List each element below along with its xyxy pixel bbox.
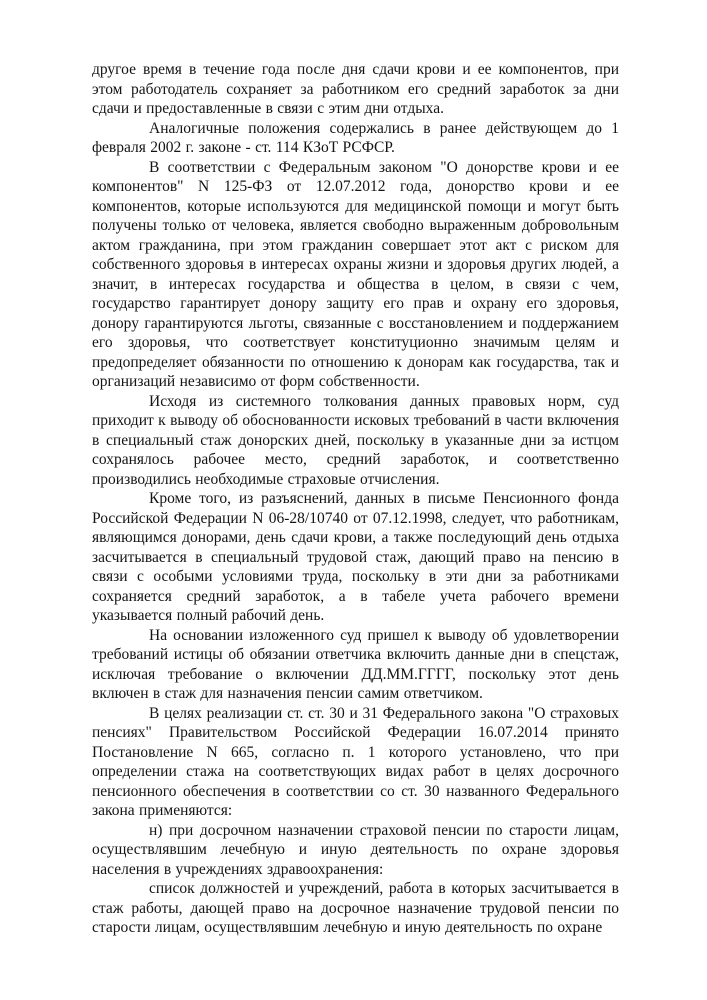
paragraph: В соответствии с Федеральным законом "О донорстве крови и ее компонентов" N 125-ФЗ от 12.07.2012 года, донорство крови и ее компонентов, которые используются для медицинской помощи и могут быть получены только от человека, является свободно выраженным добровольным актом гражданина, при этом гражданин совершает этот акт с риском для собственного здоровья в интересах охраны жизни и здоровья других людей, а значит, в интересах государства и общества в целом, в связи с чем, государство гарантирует донору защиту его прав и охрану его здоровья, донору гарантируются льготы, связанные с восстановлением и поддержанием его здоровья, что соответствует конституционно значимым целям и предопределяет обязанности по отношению к донорам как государства, так и организаций независимо от форм собственности. bbox=[92, 158, 619, 390]
paragraph: Исходя из системного толкования данных правовых норм, суд приходит к выводу об обоснованности исковых требований в части включения в специальный стаж донорских дней, поскольку в указанные дни за истцом сохранялось рабочее место, средний заработок, и соответственно производились необходимые страховые отчисления. bbox=[92, 392, 619, 488]
paragraph-continuation: другое время в течение года после дня сдачи крови и ее компонентов, при этом работодатель сохраняет за работником его средний заработок за дни сдачи и предоставленные в связи с этим дни отдыха. bbox=[92, 61, 619, 117]
paragraph: В целях реализации ст. ст. 30 и 31 Федерального закона "О страховых пенсиях" Правительством Российской Федерации 16.07.2014 принято Постановление N 665, согласно п. 1 которого установлено, что при определении стажа на соответствующих видах работ в целях досрочного пенсионного обеспечения в соответствии со ст. 30 названного Федерального закона применяются: bbox=[92, 704, 619, 819]
paragraph: список должностей и учреждений, работа в которых засчитывается в стаж работы, дающей право на досрочное назначение трудовой пенсии по старости лицам, осуществлявшим лечебную и иную деятельность по охране bbox=[92, 880, 619, 936]
document-text-block bbox=[92, 60, 619, 938]
paragraph: Кроме того, из разъяснений, данных в письме Пенсионного фонда Российской Федерации N 06-28/10740 от 07.12.1998, следует, что работникам, являющимся донорами, день сдачи крови, а также последующий день отдыха засчитывается в специальный трудовой стаж, дающий право на пенсию в связи с особыми условиями труда, поскольку в эти дни за работниками сохраняется средний заработок, а в табеле учета рабочего времени указывается полный рабочий день. bbox=[92, 490, 619, 624]
paragraph: н) при досрочном назначении страховой пенсии по старости лицам, осуществлявшим лечебную и иную деятельность по охране здоровья населения в учреждениях здравоохранения: bbox=[92, 821, 619, 878]
paragraph: На основании изложенного суд пришел к выводу об удовлетворении требований истицы об обязании ответчика включить данные дни в спецстаж, исключая требование о включении ДД.ММ.ГГГГ, поскольку этот день включен в стаж для назначения пенсии самим ответчиком. bbox=[92, 626, 619, 702]
paragraph: Аналогичные положения содержались в ранее действующем до 1 февраля 2002 г. законе - ст. 114 КЗоТ РСФСР. bbox=[92, 119, 619, 156]
